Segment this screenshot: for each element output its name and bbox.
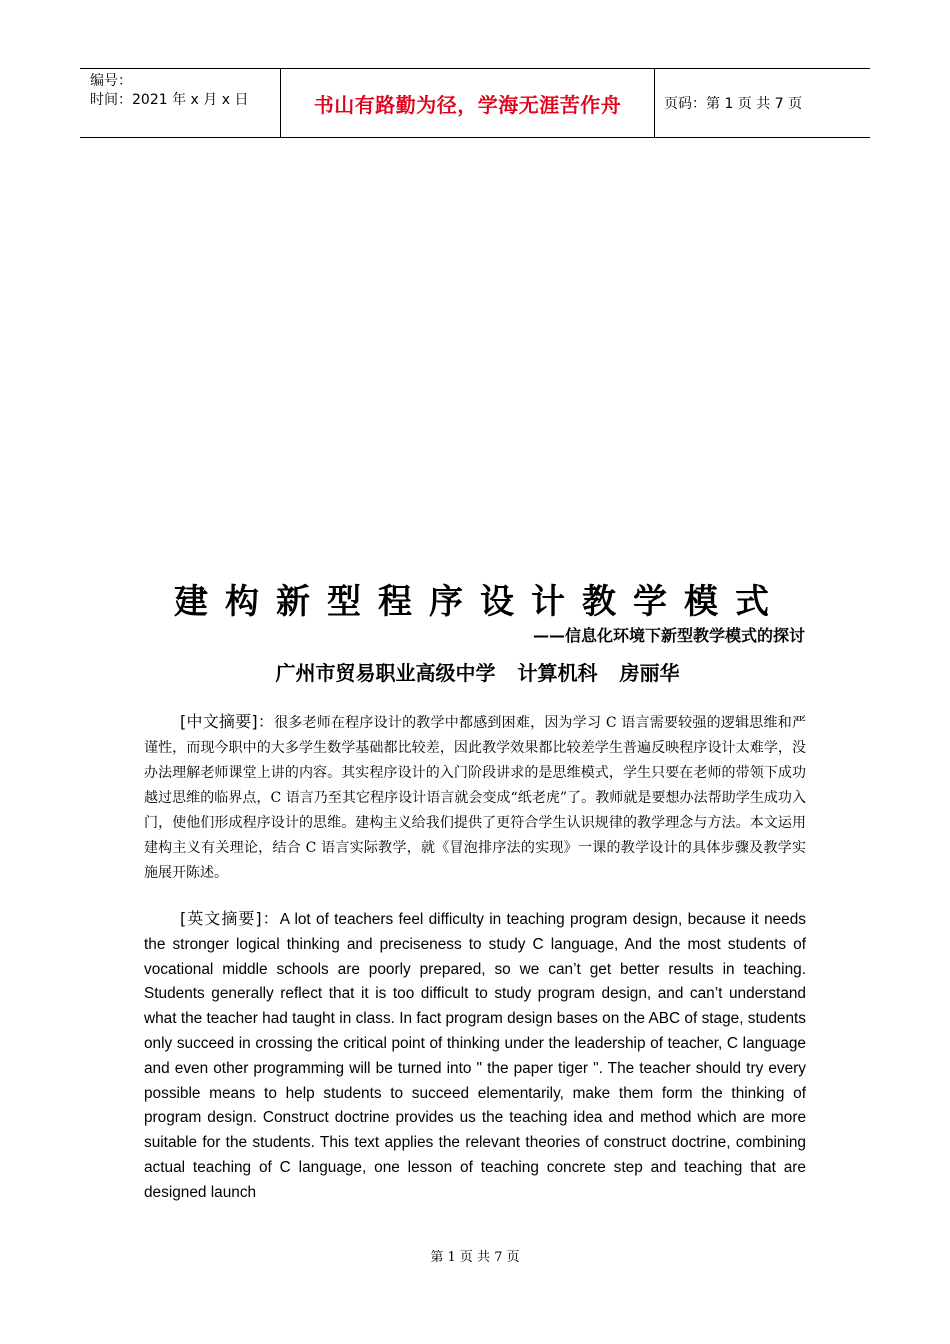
author-school: 广州市贸易职业高级中学 bbox=[275, 661, 496, 685]
author-department: 计算机科 bbox=[517, 661, 598, 685]
date-text: 时间：2021 年 x 月 x 日 bbox=[90, 92, 249, 108]
number-label: 编号： bbox=[90, 73, 132, 89]
header-left-cell bbox=[80, 69, 281, 137]
motto-text: 书山有路勤为径，学海无涯苦作舟 bbox=[313, 92, 622, 117]
abstract-en-label: [英文摘要]： bbox=[180, 909, 280, 928]
header-page-cell bbox=[655, 69, 870, 137]
abstract-cn-label: [中文摘要]： bbox=[180, 712, 275, 731]
abstract-en-text: A lot of teachers feel difficulty in teaching program design, because it needs the stronger logical thinking and preciseness to study C language, And the most students of vocational middle schools are poorly prepared, so we can’t get better results in teaching. Students generally reflect that it is too difficult to study program design, and can’t understand what the teacher had taught in class. In fact program design bases on the ABC of stage, students only succeed in crossing the critical point of thinking under the leadership of teacher, C language and even other programming will be turned into " the paper tiger ". The teacher should try every possible means to help students to succeed elementarily, make them form the thinking of program design. Construct doctrine provides us the teaching idea and method which are more suitable for the students. This text applies the relevant theories of construct doctrine, combining actual teaching of C language, one lesson of teaching concrete step and teaching that are designed launch bbox=[144, 911, 806, 1201]
author-name: 房丽华 bbox=[619, 661, 680, 685]
abstract-chinese bbox=[144, 709, 806, 886]
header-motto-cell bbox=[281, 69, 655, 137]
abstract-cn-text: 很多老师在程序设计的教学中都感到困难，因为学习 C 语言需要较强的逻辑思维和严谨性，而现今职中的大多学生数学基础都比较差，因此教学效果都比较差学生普遍反映程序设计太难学，没办法理解老师课堂上讲的内容。其实程序设计的入门阶段讲求的是思维模式，学生只要在老师的带领下成功越过思维的临界点，C 语言乃至其它程序设计语言就会变成“纸老虎”了。教师就是要想办法帮助学生成功入门，使他们形成程序设计的思维。建构主义给我们提供了更符合学生认识规律的教学理念与方法。本文运用建构主义有关理论，结合 C 语言实际教学，就《冒泡排序法的实现》一课的教学设计的具体步骤及教学实施展开陈述。 bbox=[144, 715, 806, 881]
header-table bbox=[80, 68, 870, 138]
document-subtitle: ——信息化环境下新型教学模式的探讨 bbox=[532, 626, 805, 645]
abstract-english bbox=[144, 907, 806, 1206]
page-info: 页码：第 1 页 共 7 页 bbox=[664, 96, 803, 112]
page-footer: 第 1 页 共 7 页 bbox=[430, 1250, 520, 1265]
author-line bbox=[0, 657, 950, 686]
document-title: 建构新型程序设计教学模式 bbox=[174, 582, 786, 622]
